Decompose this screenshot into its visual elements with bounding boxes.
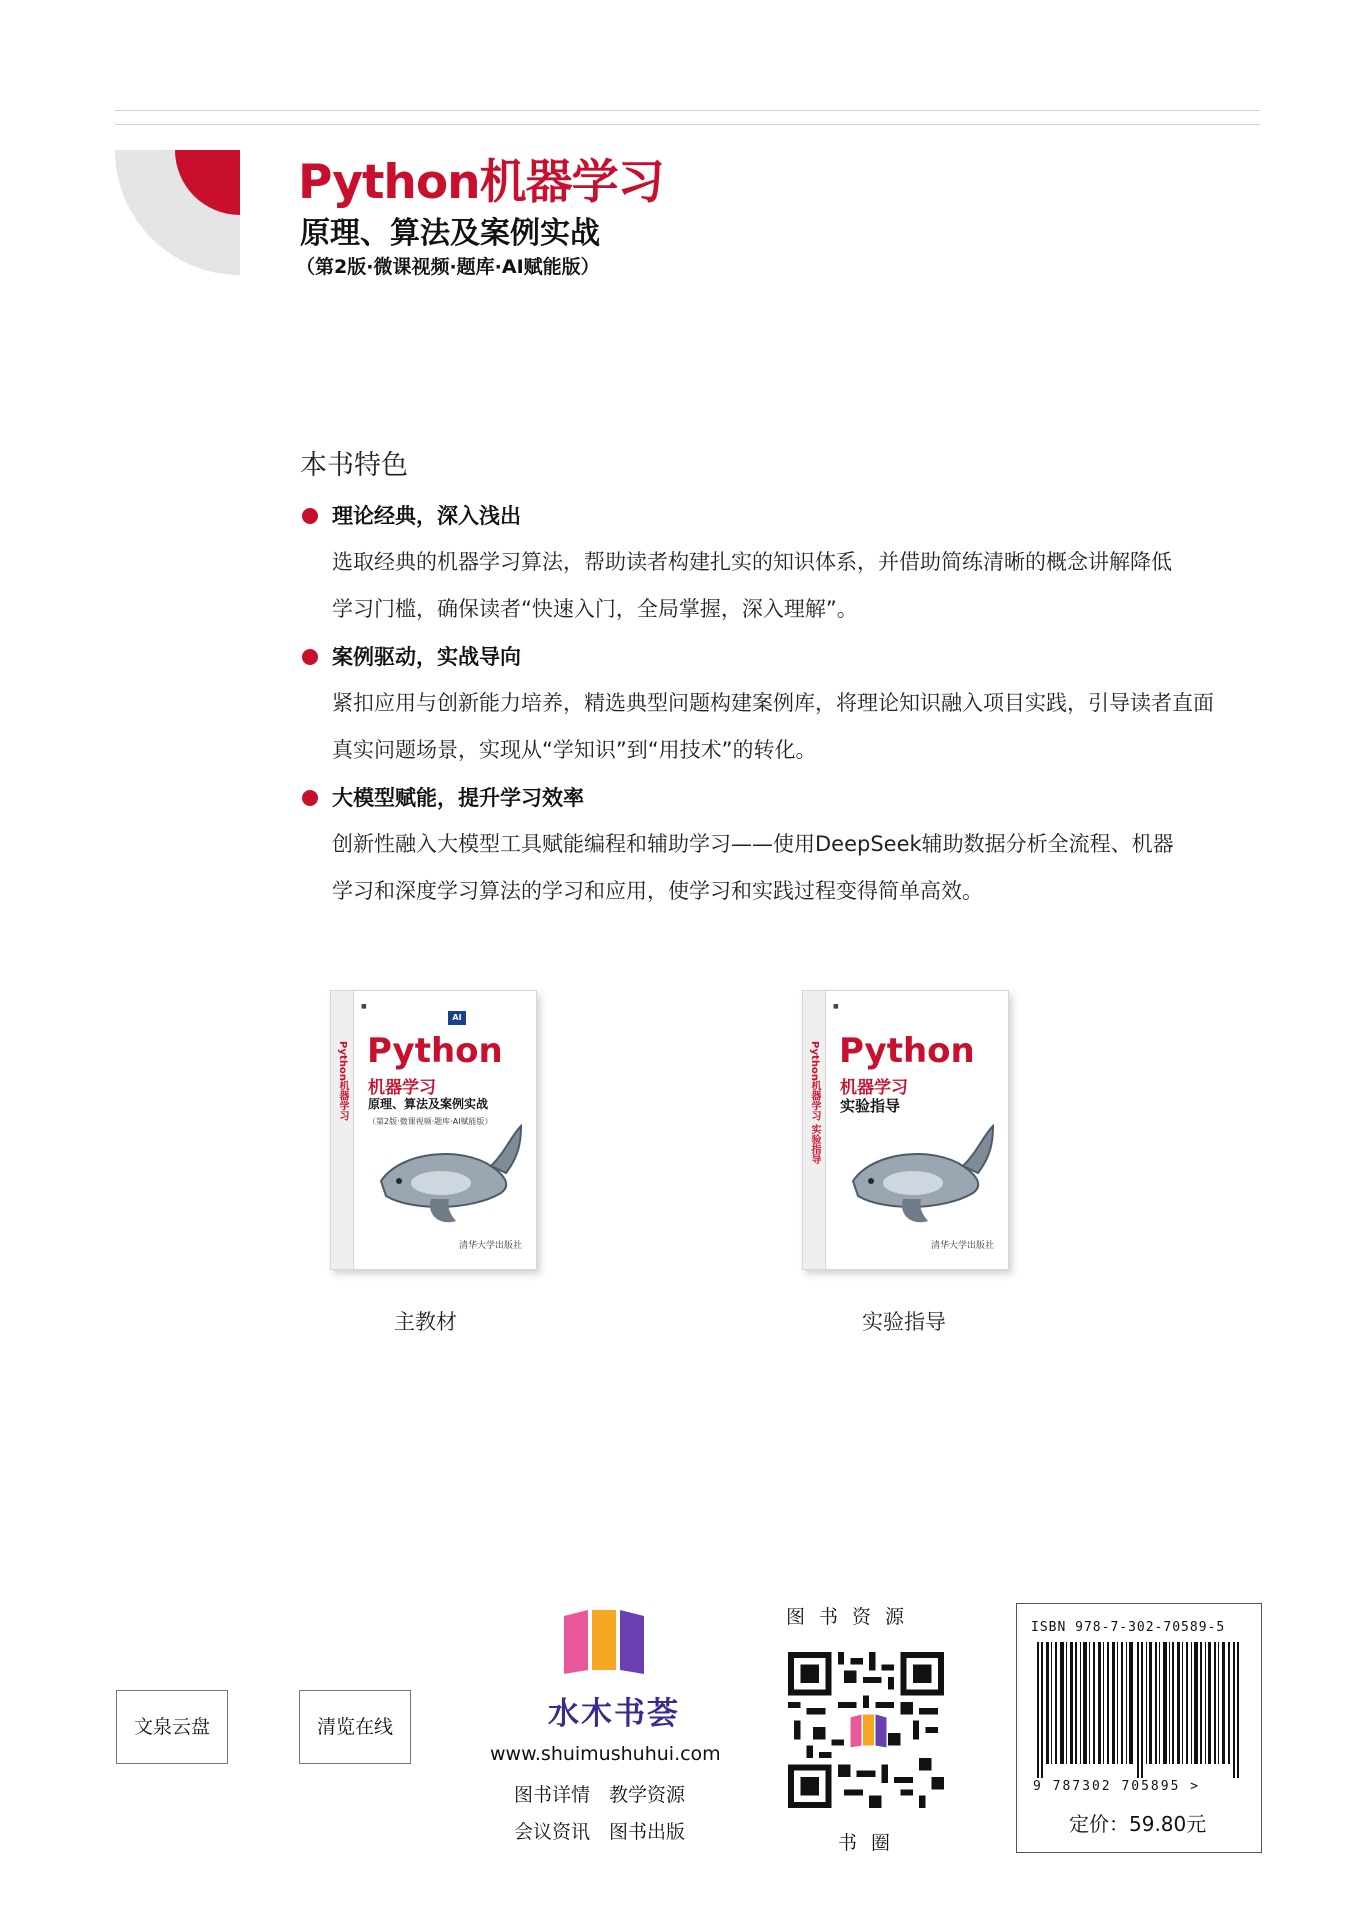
cover-series-text: ■ (361, 1003, 367, 1010)
isbn-barcode-box (1016, 1603, 1262, 1853)
feature-line: 学习和深度学习算法的学习和应用，使学习和实践过程变得简单高效。 (332, 879, 983, 903)
feature-line: 真实问题场景，实现从“学知识”到“用技术”的转化。 (332, 738, 817, 762)
qr-footer: 书圈 (838, 1832, 905, 1854)
feature-title: 理论经典，深入浅出 (332, 504, 521, 528)
bullet-dot-icon (302, 508, 318, 524)
cover-title-ml: 机器学习 (840, 1078, 908, 1098)
qr-title: 图书资源 (786, 1606, 919, 1628)
top-rule-2 (115, 124, 1260, 125)
cover-ai-badge: AI (448, 1011, 466, 1025)
book-edition: （第2版·微课视频·题库·AI赋能版） (296, 256, 600, 278)
barcode-digits: 9 787302 705895 > (1033, 1779, 1201, 1794)
cover-title-ml: 机器学习 (368, 1078, 436, 1098)
top-rule-1 (115, 110, 1260, 111)
cover-subtitle: 实验指导 (840, 1097, 901, 1115)
feature-line: 学习门槛，确保读者“快速入门，全局掌握，深入理解”。 (332, 597, 858, 621)
decor-red-quarter-circle (175, 150, 240, 215)
publisher-logo-text: 水木书荟 (548, 1696, 680, 1732)
qr-code-icon[interactable] (788, 1652, 944, 1808)
shuimushuhui-logo-icon (562, 1608, 646, 1676)
lab-guide-cover[interactable] (802, 990, 1009, 1270)
barcode-icon (1037, 1642, 1245, 1778)
cover-publisher: 清华大学出版社 (458, 1241, 522, 1251)
robot-whale-icon (371, 1121, 531, 1231)
cover-spine: Python机器学习 实验指导 (803, 991, 826, 1269)
publisher-url[interactable]: www.shuimushuhui.com (490, 1743, 721, 1765)
isbn-number: ISBN 978-7-302-70589-5 (1031, 1620, 1226, 1635)
feature-line: 紧扣应用与创新能力培养，精选典型问题构建案例库，将理论知识融入项目实践，引导读者直面 (332, 691, 1214, 715)
feature-title: 案例驱动，实战导向 (332, 645, 521, 669)
robot-whale-icon (843, 1121, 1003, 1231)
qinglan-online-button[interactable]: 清览在线 (299, 1690, 411, 1764)
cover-edition: （第2版·微课视频·题库·AI赋能版） (368, 1117, 493, 1126)
main-textbook-cover[interactable] (330, 990, 537, 1270)
book-subtitle: 原理、算法及案例实战 (300, 216, 600, 251)
cover-spine: Python机器学习 (331, 991, 354, 1269)
features-heading: 本书特色 (300, 450, 408, 481)
publisher-links-row-1: 图书详情 教学资源 (514, 1784, 686, 1806)
decor-gray-quarter-circle (115, 150, 240, 275)
wenquan-cloud-button[interactable]: 文泉云盘 (116, 1690, 228, 1764)
feature-item-2 (300, 634, 1266, 774)
feature-line: 选取经典的机器学习算法，帮助读者构建扎实的知识体系，并借助简练清晰的概念讲解降低 (332, 550, 1172, 574)
publisher-links-row-2: 会议资讯 图书出版 (514, 1821, 686, 1843)
lab-guide-label: 实验指导 (862, 1310, 946, 1334)
book-title: Python机器学习 (298, 155, 664, 210)
feature-item-1 (300, 493, 1266, 633)
feature-line: 创新性融入大模型工具赋能编程和辅助学习——使用DeepSeek辅助数据分析全流程、机器 (332, 832, 1174, 856)
cover-series-text: ■ (833, 1003, 839, 1010)
cover-subtitle: 原理、算法及案例实战 (368, 1097, 489, 1111)
price-label: 定价：59.80元 (1069, 1812, 1207, 1836)
main-textbook-label: 主教材 (394, 1310, 457, 1334)
bullet-dot-icon (302, 790, 318, 806)
cover-title-python: Python (367, 1031, 503, 1071)
cover-title-python: Python (839, 1031, 975, 1071)
feature-title: 大模型赋能，提升学习效率 (332, 786, 584, 810)
bullet-dot-icon (302, 649, 318, 665)
cover-publisher: 清华大学出版社 (930, 1241, 994, 1251)
feature-item-3 (300, 775, 1266, 915)
